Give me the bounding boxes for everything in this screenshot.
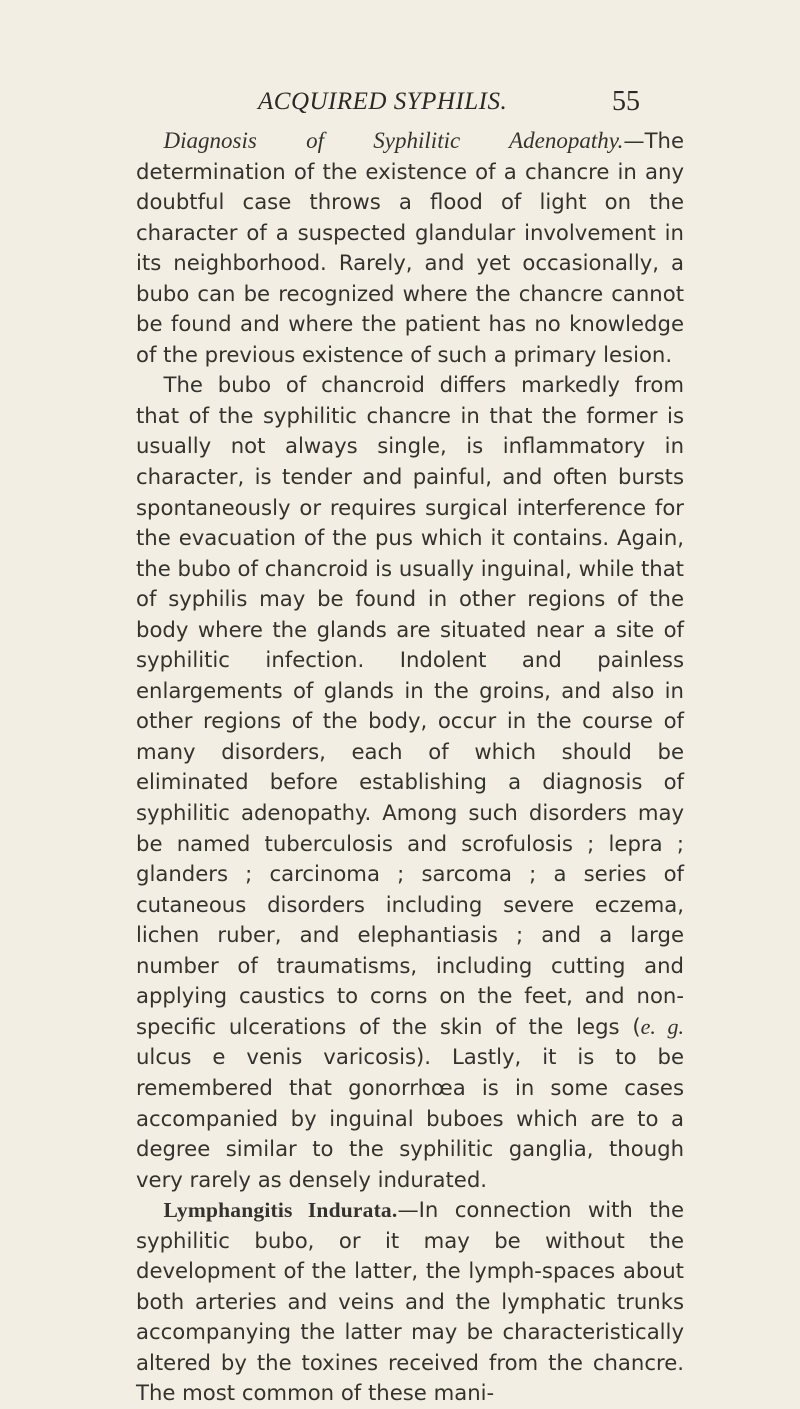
paragraph-text: —The determination of the existence of a chancre in any doubtful case throws a flood of light on the character of a suspected glandular involvement in its neighborhood. Rarely, and yet occasionally, a bubo can be recognized where the chancre cannot be found and where the patient has no knowledge of the previous existence of such a primary lesion. [136,128,684,367]
paragraph-text: ulcus e venis varicosis). Lastly, it is to be remembered that gonorrhœa is in some cases accompanied by inguinal buboes which are to a degree similar to the syphilitic ganglia, though very rarely as densely indurated. [136,1044,684,1192]
paragraph-text: The bubo of chancroid differs markedly from that of the syphilitic chancre in that the former is usually not always single, is inflammatory in character, is tender and painful, and often bursts spontaneously or requires surgical interference for the evacuation of the pus which it contains. Again, the bubo of chancroid is usually inguinal, while that of syphilis may be found in other regions of the body where the glands are situated near a site of syphilitic infection. Indolent and painless enlargements of glands in the groins, and also in other regions of the body, occur in the course of many disorders, each of which should be eliminated before establishing a diagnosis of syphilitic adenopathy. Among such disorders may be named tuberculosis and scrofulosis ; lepra ; glanders ; carcinoma ; sarcoma ; a series of cutaneous disorders including severe eczema, lichen ruber, and elephantiasis ; and a large number of traumatisms, including cutting and applying caustics to corns on the feet, and non-specific ulcerations of the skin of the legs ( [136,372,684,1039]
section-heading-lymphangitis: Lymphangitis Indurata. [163,1198,398,1223]
section-heading-diagnosis: Diagnosis of Syphilitic Adenopathy. [163,128,624,153]
paragraph-text: —In connection with the syphilitic bubo, or it may be without the development of the latter, the lymph-spaces about both arteries and veins and the lymphatic trunks accompanying the latter may be characteristically altered by the toxines received from the chancre. The most common of these mani- [136,1197,684,1406]
paragraph-chancroid-bubo [136,370,684,1195]
paragraph-lymphangitis [136,1195,684,1409]
page-number: 55 [612,86,640,117]
paragraph-diagnosis [136,126,684,370]
running-head-title: ACQUIRED SYPHILIS. [258,88,508,115]
abbreviation-eg: e. g. [640,1013,685,1039]
body-text [136,126,684,1409]
